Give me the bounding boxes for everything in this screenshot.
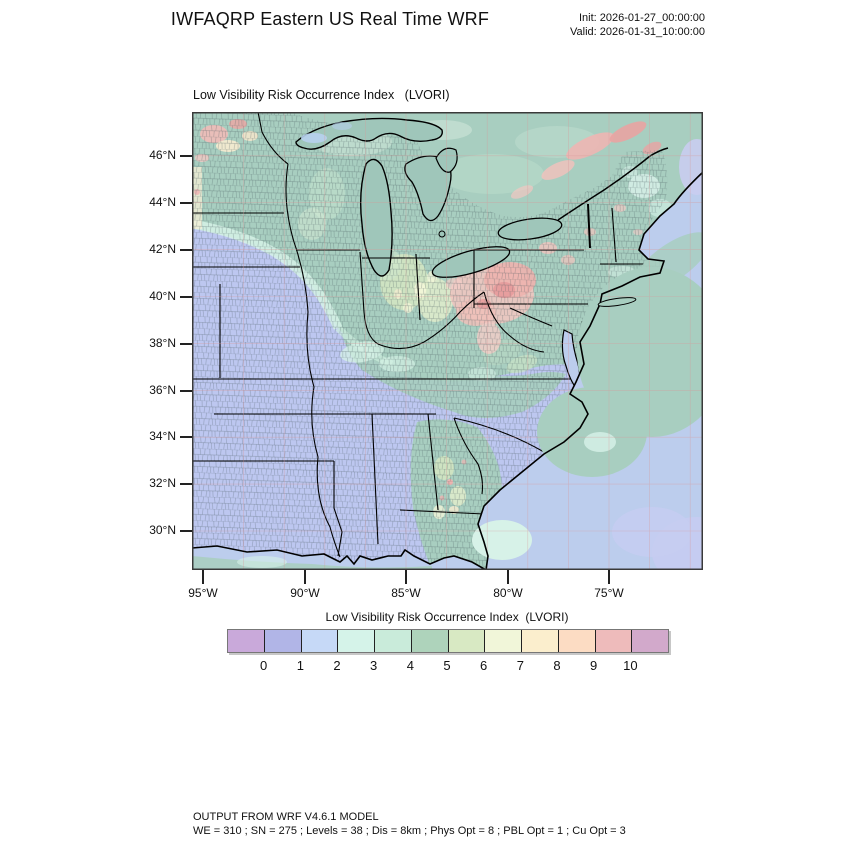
lat-tick	[180, 436, 192, 438]
page-title: IWFAQRP Eastern US Real Time WRF	[170, 9, 490, 29]
colorbar-tick-label: 10	[623, 658, 638, 673]
colorbar-tick-label: 0	[260, 658, 268, 673]
colorbar-tick-label: 9	[590, 658, 598, 673]
colorbar-segment	[228, 630, 265, 652]
lon-label: 90°W	[290, 586, 320, 600]
lat-label: 36°N	[149, 383, 176, 397]
colorbar-segment	[449, 630, 486, 652]
colorbar-segment	[412, 630, 449, 652]
map-title: Low Visibility Risk Occurrence Index (LVORI)	[193, 88, 450, 102]
lat-tick	[180, 296, 192, 298]
lat-tick	[180, 155, 192, 157]
colorbar-tick-label: 2	[333, 658, 341, 673]
colorbar-segment	[485, 630, 522, 652]
lat-label: 32°N	[149, 476, 176, 490]
model-timestamps	[570, 12, 705, 39]
valid-timestamp: Valid: 2026-01-31_10:00:00	[570, 25, 705, 38]
init-timestamp: Init: 2026-01-27_00:00:00	[579, 12, 705, 24]
lat-tick	[180, 343, 192, 345]
lvori-map	[192, 112, 703, 570]
lon-tick	[202, 570, 204, 584]
colorbar-segment	[632, 630, 668, 652]
colorbar-segment	[559, 630, 596, 652]
lat-label: 38°N	[149, 336, 176, 350]
colorbar-segment	[338, 630, 375, 652]
colorbar-tick-label: 5	[443, 658, 451, 673]
lat-label: 34°N	[149, 429, 176, 443]
lon-label: 80°W	[493, 586, 523, 600]
lat-tick	[180, 202, 192, 204]
colorbar-segment	[375, 630, 412, 652]
lat-label: 42°N	[149, 242, 176, 256]
colorbar-tick-label: 6	[480, 658, 488, 673]
lvori-map-canvas	[192, 112, 703, 570]
colorbar-segment	[265, 630, 302, 652]
lat-label: 44°N	[149, 195, 176, 209]
colorbar-segment	[522, 630, 559, 652]
lon-label: 85°W	[391, 586, 421, 600]
lon-tick	[304, 570, 306, 584]
colorbar-tick-label: 7	[516, 658, 524, 673]
footer-model-line: OUTPUT FROM WRF V4.6.1 MODEL	[193, 811, 379, 823]
lat-tick	[180, 530, 192, 532]
colorbar-segment	[596, 630, 633, 652]
lat-label: 30°N	[149, 523, 176, 537]
lon-label: 95°W	[188, 586, 218, 600]
lat-tick	[180, 249, 192, 251]
colorbar-tick-label: 4	[406, 658, 414, 673]
footer-config-line: WE = 310 ; SN = 275 ; Levels = 38 ; Dis = 8km ; Phys Opt = 8 ; PBL Opt = 1 ; Cu Opt = 3	[193, 824, 626, 837]
lat-tick	[180, 483, 192, 485]
lon-tick	[405, 570, 407, 584]
footer-annotation	[193, 811, 626, 838]
colorbar-segment	[302, 630, 339, 652]
lat-label: 46°N	[149, 148, 176, 162]
lon-label: 75°W	[594, 586, 624, 600]
lon-tick	[608, 570, 610, 584]
colorbar-tick-label: 8	[553, 658, 561, 673]
lon-tick	[507, 570, 509, 584]
colorbar-tick-label: 1	[296, 658, 304, 673]
lat-label: 40°N	[149, 289, 176, 303]
colorbar-tick-label: 3	[370, 658, 378, 673]
colorbar	[227, 629, 669, 653]
lat-tick	[180, 390, 192, 392]
colorbar-title: Low Visibility Risk Occurrence Index (LVORI)	[325, 610, 569, 624]
